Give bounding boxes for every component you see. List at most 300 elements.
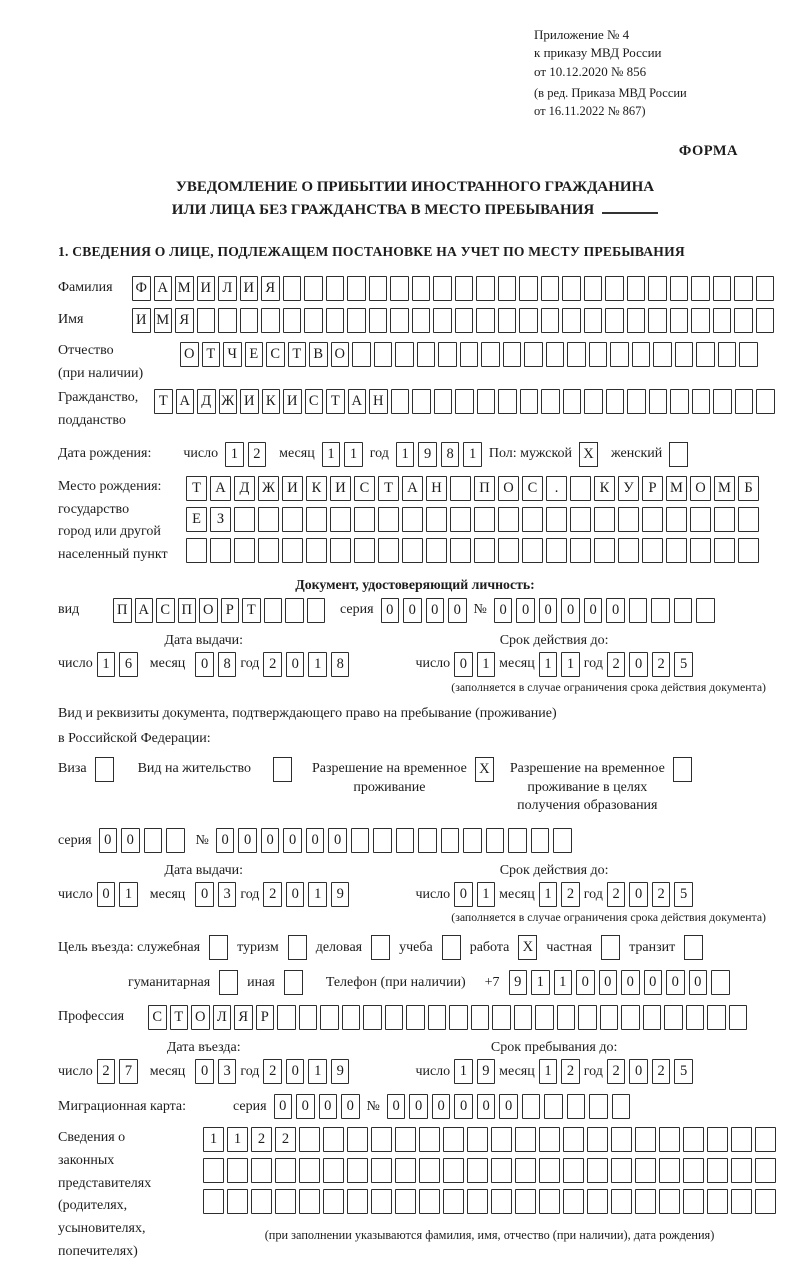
char-cell[interactable] <box>522 1094 541 1119</box>
char-cell[interactable] <box>463 828 482 853</box>
char-cell[interactable] <box>277 1005 296 1030</box>
char-cell[interactable]: И <box>283 389 302 414</box>
char-cell[interactable]: 1 <box>308 882 327 907</box>
char-cell[interactable]: О <box>199 598 218 623</box>
char-cell[interactable]: П <box>178 598 197 623</box>
char-cell[interactable]: Т <box>378 476 399 501</box>
char-cell[interactable] <box>306 507 327 532</box>
char-cell[interactable] <box>455 276 474 301</box>
char-cell[interactable]: Я <box>261 276 280 301</box>
char-cell[interactable]: 0 <box>448 598 467 623</box>
char-cell[interactable] <box>515 1158 536 1183</box>
char-cell[interactable]: 2 <box>248 442 267 467</box>
char-cell[interactable] <box>696 598 715 623</box>
study-checkbox[interactable] <box>442 935 461 960</box>
char-cell[interactable]: Ж <box>258 476 279 501</box>
char-cell[interactable] <box>605 308 624 333</box>
char-cell[interactable]: И <box>132 308 151 333</box>
residence-permit-checkbox[interactable] <box>273 757 292 782</box>
char-cell[interactable] <box>584 308 603 333</box>
char-cell[interactable] <box>713 389 732 414</box>
char-cell[interactable] <box>304 276 323 301</box>
char-cell[interactable] <box>282 538 303 563</box>
char-cell[interactable] <box>395 1189 416 1214</box>
char-cell[interactable] <box>707 1158 728 1183</box>
char-cell[interactable] <box>519 276 538 301</box>
char-cell[interactable]: 1 <box>225 442 244 467</box>
char-cell[interactable] <box>390 276 409 301</box>
char-cell[interactable] <box>419 1189 440 1214</box>
char-cell[interactable] <box>197 308 216 333</box>
char-cell[interactable] <box>486 828 505 853</box>
char-cell[interactable] <box>606 389 625 414</box>
char-cell[interactable]: Т <box>242 598 261 623</box>
char-cell[interactable] <box>546 342 565 367</box>
char-cell[interactable]: Е <box>245 342 264 367</box>
char-cell[interactable]: 1 <box>119 882 138 907</box>
char-cell[interactable] <box>234 538 255 563</box>
char-cell[interactable] <box>203 1158 224 1183</box>
char-cell[interactable]: Ф <box>132 276 151 301</box>
char-cell[interactable]: С <box>354 476 375 501</box>
char-cell[interactable]: 1 <box>396 442 415 467</box>
char-cell[interactable] <box>514 1005 533 1030</box>
char-cell[interactable] <box>307 598 326 623</box>
char-cell[interactable] <box>735 389 754 414</box>
char-cell[interactable]: М <box>714 476 735 501</box>
char-cell[interactable]: 2 <box>652 1059 671 1084</box>
char-cell[interactable]: 2 <box>561 882 580 907</box>
char-cell[interactable]: 0 <box>494 598 513 623</box>
char-cell[interactable] <box>713 308 732 333</box>
char-cell[interactable]: У <box>618 476 639 501</box>
char-cell[interactable]: 8 <box>441 442 460 467</box>
char-cell[interactable] <box>567 1094 586 1119</box>
char-cell[interactable]: О <box>498 476 519 501</box>
char-cell[interactable]: А <box>348 389 367 414</box>
char-cell[interactable]: 9 <box>331 1059 350 1084</box>
char-cell[interactable] <box>186 538 207 563</box>
char-cell[interactable]: А <box>135 598 154 623</box>
char-cell[interactable] <box>275 1158 296 1183</box>
char-cell[interactable] <box>539 1189 560 1214</box>
char-cell[interactable]: 0 <box>216 828 235 853</box>
char-cell[interactable] <box>632 342 651 367</box>
char-cell[interactable]: 7 <box>119 1059 138 1084</box>
char-cell[interactable] <box>390 308 409 333</box>
char-cell[interactable]: О <box>331 342 350 367</box>
char-cell[interactable]: А <box>402 476 423 501</box>
char-cell[interactable]: 9 <box>331 882 350 907</box>
char-cell[interactable] <box>342 1005 361 1030</box>
char-cell[interactable] <box>690 507 711 532</box>
char-cell[interactable] <box>251 1189 272 1214</box>
char-cell[interactable]: С <box>266 342 285 367</box>
char-cell[interactable] <box>371 1127 392 1152</box>
char-cell[interactable] <box>203 1189 224 1214</box>
char-cell[interactable] <box>234 507 255 532</box>
char-cell[interactable]: Р <box>221 598 240 623</box>
char-cell[interactable] <box>541 308 560 333</box>
char-cell[interactable] <box>373 828 392 853</box>
char-cell[interactable] <box>412 276 431 301</box>
char-cell[interactable] <box>396 828 415 853</box>
char-cell[interactable]: 0 <box>516 598 535 623</box>
char-cell[interactable] <box>471 1005 490 1030</box>
char-cell[interactable]: А <box>176 389 195 414</box>
char-cell[interactable] <box>707 1127 728 1152</box>
char-cell[interactable] <box>251 1158 272 1183</box>
char-cell[interactable] <box>283 308 302 333</box>
char-cell[interactable]: 0 <box>584 598 603 623</box>
char-cell[interactable]: 1 <box>539 1059 558 1084</box>
char-cell[interactable] <box>648 276 667 301</box>
char-cell[interactable] <box>426 507 447 532</box>
char-cell[interactable]: 0 <box>644 970 663 995</box>
char-cell[interactable] <box>283 276 302 301</box>
char-cell[interactable]: М <box>175 276 194 301</box>
char-cell[interactable]: 0 <box>454 652 473 677</box>
char-cell[interactable] <box>363 1005 382 1030</box>
char-cell[interactable]: 0 <box>286 652 305 677</box>
char-cell[interactable] <box>347 308 366 333</box>
char-cell[interactable] <box>395 1158 416 1183</box>
char-cell[interactable]: 0 <box>477 1094 496 1119</box>
char-cell[interactable]: П <box>474 476 495 501</box>
char-cell[interactable] <box>347 1158 368 1183</box>
char-cell[interactable] <box>611 1127 632 1152</box>
char-cell[interactable]: 5 <box>674 882 693 907</box>
char-cell[interactable]: 0 <box>426 598 445 623</box>
char-cell[interactable]: К <box>594 476 615 501</box>
char-cell[interactable]: 9 <box>418 442 437 467</box>
char-cell[interactable] <box>443 1127 464 1152</box>
char-cell[interactable] <box>498 507 519 532</box>
char-cell[interactable]: Я <box>234 1005 253 1030</box>
char-cell[interactable]: 0 <box>454 1094 473 1119</box>
char-cell[interactable] <box>594 507 615 532</box>
char-cell[interactable]: 2 <box>561 1059 580 1084</box>
char-cell[interactable]: 8 <box>331 652 350 677</box>
char-cell[interactable] <box>731 1189 752 1214</box>
char-cell[interactable]: 0 <box>561 598 580 623</box>
char-cell[interactable] <box>354 507 375 532</box>
char-cell[interactable] <box>570 538 591 563</box>
char-cell[interactable] <box>210 538 231 563</box>
char-cell[interactable]: 0 <box>328 828 347 853</box>
char-cell[interactable]: Т <box>202 342 221 367</box>
char-cell[interactable]: 1 <box>97 652 116 677</box>
char-cell[interactable] <box>541 276 560 301</box>
char-cell[interactable]: Д <box>234 476 255 501</box>
char-cell[interactable]: 2 <box>251 1127 272 1152</box>
char-cell[interactable] <box>629 598 648 623</box>
visa-checkbox[interactable] <box>95 757 114 782</box>
char-cell[interactable] <box>351 828 370 853</box>
char-cell[interactable]: 0 <box>286 1059 305 1084</box>
char-cell[interactable] <box>739 342 758 367</box>
char-cell[interactable] <box>618 538 639 563</box>
char-cell[interactable] <box>369 276 388 301</box>
char-cell[interactable]: Р <box>642 476 663 501</box>
char-cell[interactable] <box>491 1189 512 1214</box>
char-cell[interactable] <box>587 1158 608 1183</box>
char-cell[interactable] <box>612 1094 631 1119</box>
char-cell[interactable] <box>664 1005 683 1030</box>
char-cell[interactable] <box>553 828 572 853</box>
char-cell[interactable] <box>441 828 460 853</box>
char-cell[interactable]: 9 <box>477 1059 496 1084</box>
char-cell[interactable]: Ч <box>223 342 242 367</box>
char-cell[interactable]: 0 <box>286 882 305 907</box>
char-cell[interactable] <box>600 1005 619 1030</box>
char-cell[interactable] <box>443 1189 464 1214</box>
char-cell[interactable] <box>352 342 371 367</box>
char-cell[interactable]: 0 <box>195 1059 214 1084</box>
char-cell[interactable] <box>562 308 581 333</box>
char-cell[interactable] <box>299 1005 318 1030</box>
char-cell[interactable] <box>587 1189 608 1214</box>
char-cell[interactable]: Т <box>154 389 173 414</box>
char-cell[interactable] <box>282 507 303 532</box>
char-cell[interactable] <box>467 1127 488 1152</box>
char-cell[interactable]: К <box>306 476 327 501</box>
char-cell[interactable]: 0 <box>238 828 257 853</box>
official-checkbox[interactable] <box>209 935 228 960</box>
char-cell[interactable]: 1 <box>203 1127 224 1152</box>
business-checkbox[interactable] <box>371 935 390 960</box>
char-cell[interactable] <box>306 538 327 563</box>
char-cell[interactable]: 0 <box>296 1094 315 1119</box>
temp-residence-checkbox[interactable]: X <box>475 757 494 782</box>
char-cell[interactable] <box>275 1189 296 1214</box>
char-cell[interactable] <box>642 507 663 532</box>
char-cell[interactable]: 1 <box>322 442 341 467</box>
char-cell[interactable]: 0 <box>629 652 648 677</box>
char-cell[interactable] <box>718 342 737 367</box>
char-cell[interactable] <box>326 308 345 333</box>
char-cell[interactable] <box>524 342 543 367</box>
char-cell[interactable]: 0 <box>381 598 400 623</box>
char-cell[interactable] <box>563 1189 584 1214</box>
char-cell[interactable] <box>731 1127 752 1152</box>
char-cell[interactable] <box>438 342 457 367</box>
char-cell[interactable]: Л <box>218 276 237 301</box>
char-cell[interactable] <box>589 1094 608 1119</box>
char-cell[interactable] <box>691 308 710 333</box>
char-cell[interactable]: А <box>154 276 173 301</box>
char-cell[interactable]: М <box>154 308 173 333</box>
char-cell[interactable] <box>385 1005 404 1030</box>
char-cell[interactable] <box>567 342 586 367</box>
char-cell[interactable] <box>683 1189 704 1214</box>
char-cell[interactable] <box>635 1158 656 1183</box>
char-cell[interactable]: В <box>309 342 328 367</box>
char-cell[interactable] <box>755 1127 776 1152</box>
char-cell[interactable] <box>734 308 753 333</box>
char-cell[interactable] <box>476 308 495 333</box>
char-cell[interactable] <box>455 308 474 333</box>
char-cell[interactable] <box>474 538 495 563</box>
char-cell[interactable]: 3 <box>218 1059 237 1084</box>
char-cell[interactable]: 2 <box>97 1059 116 1084</box>
other-checkbox[interactable] <box>284 970 303 995</box>
char-cell[interactable]: Р <box>256 1005 275 1030</box>
char-cell[interactable] <box>738 538 759 563</box>
char-cell[interactable] <box>218 308 237 333</box>
char-cell[interactable] <box>419 1158 440 1183</box>
char-cell[interactable] <box>285 598 304 623</box>
char-cell[interactable] <box>406 1005 425 1030</box>
char-cell[interactable] <box>738 507 759 532</box>
char-cell[interactable]: . <box>546 476 567 501</box>
char-cell[interactable]: 2 <box>652 882 671 907</box>
char-cell[interactable]: С <box>148 1005 167 1030</box>
char-cell[interactable] <box>323 1189 344 1214</box>
char-cell[interactable] <box>433 276 452 301</box>
char-cell[interactable] <box>378 507 399 532</box>
char-cell[interactable] <box>323 1127 344 1152</box>
char-cell[interactable]: З <box>210 507 231 532</box>
char-cell[interactable]: 0 <box>195 882 214 907</box>
char-cell[interactable] <box>522 507 543 532</box>
char-cell[interactable] <box>539 1158 560 1183</box>
char-cell[interactable] <box>711 970 730 995</box>
char-cell[interactable]: 1 <box>344 442 363 467</box>
char-cell[interactable] <box>546 507 567 532</box>
char-cell[interactable] <box>326 276 345 301</box>
char-cell[interactable] <box>649 389 668 414</box>
char-cell[interactable] <box>515 1189 536 1214</box>
char-cell[interactable]: 2 <box>607 882 626 907</box>
char-cell[interactable]: 0 <box>629 1059 648 1084</box>
char-cell[interactable] <box>756 276 775 301</box>
char-cell[interactable]: 0 <box>261 828 280 853</box>
char-cell[interactable]: О <box>191 1005 210 1030</box>
char-cell[interactable] <box>584 389 603 414</box>
char-cell[interactable] <box>570 507 591 532</box>
char-cell[interactable] <box>659 1127 680 1152</box>
char-cell[interactable]: 0 <box>629 882 648 907</box>
char-cell[interactable]: Т <box>186 476 207 501</box>
char-cell[interactable]: 1 <box>477 882 496 907</box>
char-cell[interactable] <box>412 389 431 414</box>
char-cell[interactable] <box>320 1005 339 1030</box>
char-cell[interactable] <box>714 507 735 532</box>
char-cell[interactable]: 1 <box>531 970 550 995</box>
char-cell[interactable] <box>227 1158 248 1183</box>
char-cell[interactable] <box>621 1005 640 1030</box>
char-cell[interactable] <box>539 1127 560 1152</box>
char-cell[interactable]: 0 <box>283 828 302 853</box>
char-cell[interactable]: 1 <box>554 970 573 995</box>
char-cell[interactable]: 1 <box>308 1059 327 1084</box>
char-cell[interactable]: Т <box>288 342 307 367</box>
char-cell[interactable]: П <box>113 598 132 623</box>
char-cell[interactable] <box>696 342 715 367</box>
char-cell[interactable]: С <box>305 389 324 414</box>
char-cell[interactable] <box>491 1127 512 1152</box>
char-cell[interactable] <box>605 276 624 301</box>
char-cell[interactable] <box>449 1005 468 1030</box>
char-cell[interactable]: 2 <box>263 882 282 907</box>
char-cell[interactable] <box>731 1158 752 1183</box>
char-cell[interactable]: И <box>240 276 259 301</box>
transit-checkbox[interactable] <box>684 935 703 960</box>
char-cell[interactable] <box>666 538 687 563</box>
char-cell[interactable] <box>474 507 495 532</box>
char-cell[interactable]: 0 <box>499 1094 518 1119</box>
char-cell[interactable]: 0 <box>274 1094 293 1119</box>
char-cell[interactable] <box>412 308 431 333</box>
char-cell[interactable] <box>643 1005 662 1030</box>
temp-edu-checkbox[interactable] <box>673 757 692 782</box>
char-cell[interactable] <box>503 342 522 367</box>
char-cell[interactable] <box>374 342 393 367</box>
char-cell[interactable] <box>635 1189 656 1214</box>
char-cell[interactable] <box>299 1158 320 1183</box>
char-cell[interactable] <box>666 507 687 532</box>
char-cell[interactable]: 2 <box>652 652 671 677</box>
tourism-checkbox[interactable] <box>288 935 307 960</box>
char-cell[interactable] <box>659 1158 680 1183</box>
char-cell[interactable]: С <box>522 476 543 501</box>
char-cell[interactable] <box>347 1127 368 1152</box>
char-cell[interactable] <box>467 1189 488 1214</box>
char-cell[interactable] <box>642 538 663 563</box>
char-cell[interactable] <box>166 828 185 853</box>
char-cell[interactable]: 0 <box>576 970 595 995</box>
char-cell[interactable] <box>535 1005 554 1030</box>
char-cell[interactable] <box>378 538 399 563</box>
char-cell[interactable]: 0 <box>99 828 118 853</box>
char-cell[interactable] <box>670 389 689 414</box>
char-cell[interactable]: 0 <box>666 970 685 995</box>
char-cell[interactable]: И <box>240 389 259 414</box>
char-cell[interactable]: 6 <box>119 652 138 677</box>
private-checkbox[interactable] <box>601 935 620 960</box>
char-cell[interactable]: 0 <box>387 1094 406 1119</box>
char-cell[interactable] <box>594 538 615 563</box>
char-cell[interactable] <box>347 276 366 301</box>
char-cell[interactable] <box>670 308 689 333</box>
char-cell[interactable] <box>557 1005 576 1030</box>
char-cell[interactable]: Л <box>213 1005 232 1030</box>
char-cell[interactable]: А <box>210 476 231 501</box>
char-cell[interactable] <box>756 389 775 414</box>
char-cell[interactable] <box>627 389 646 414</box>
char-cell[interactable] <box>692 389 711 414</box>
char-cell[interactable]: О <box>180 342 199 367</box>
work-checkbox[interactable]: X <box>518 935 537 960</box>
char-cell[interactable]: 9 <box>509 970 528 995</box>
char-cell[interactable] <box>729 1005 748 1030</box>
char-cell[interactable]: Н <box>369 389 388 414</box>
char-cell[interactable] <box>683 1158 704 1183</box>
char-cell[interactable] <box>570 476 591 501</box>
char-cell[interactable]: Т <box>326 389 345 414</box>
char-cell[interactable] <box>240 308 259 333</box>
char-cell[interactable]: М <box>666 476 687 501</box>
char-cell[interactable] <box>648 308 667 333</box>
char-cell[interactable]: К <box>262 389 281 414</box>
char-cell[interactable] <box>627 308 646 333</box>
char-cell[interactable] <box>428 1005 447 1030</box>
char-cell[interactable]: 0 <box>606 598 625 623</box>
char-cell[interactable] <box>707 1189 728 1214</box>
char-cell[interactable] <box>395 1127 416 1152</box>
char-cell[interactable] <box>417 342 436 367</box>
